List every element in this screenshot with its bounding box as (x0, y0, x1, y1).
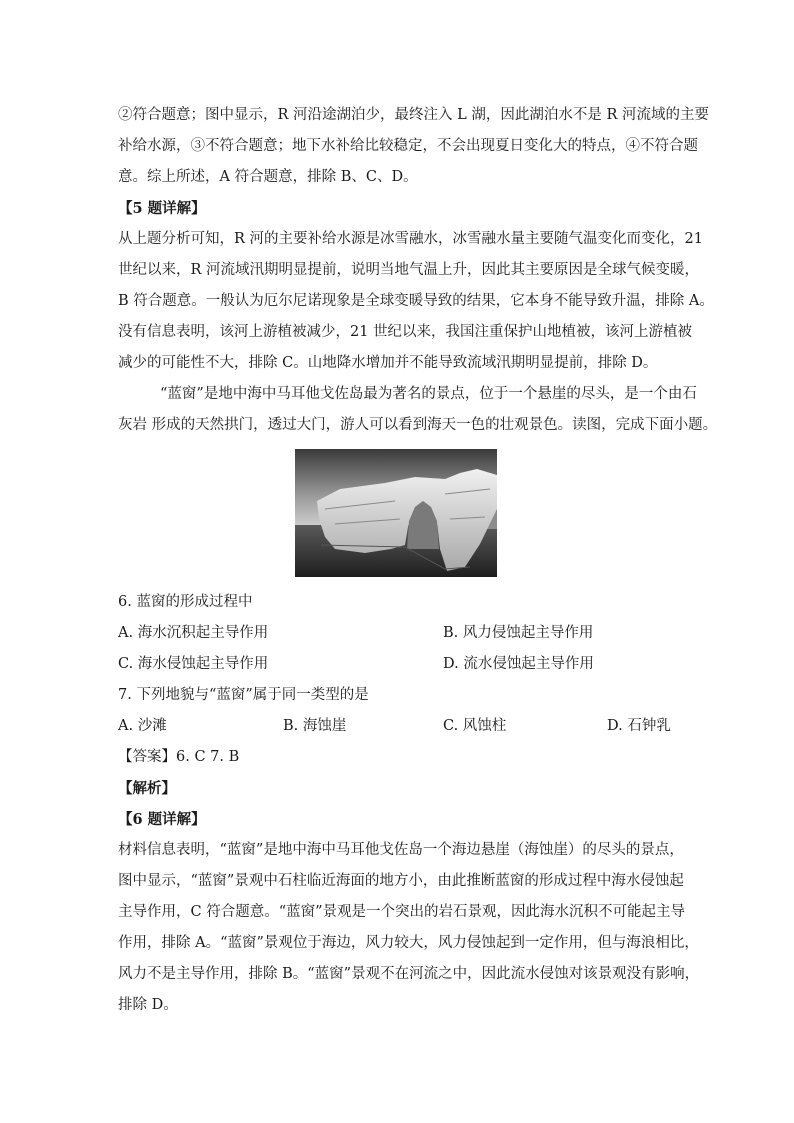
rock-arch-image (295, 449, 497, 577)
text-line: 补给水源，③不符合题意；地下水补给比较稳定，不会出现夏日变化大的特点，④不符合题 (118, 138, 698, 154)
q6-option-c[interactable]: C. 海水侵蚀起主导作用 (118, 656, 269, 672)
q5-heading: 【5 题详解】 (118, 200, 206, 217)
q7-options (118, 711, 678, 742)
text-line: ②符合题意；图中显示，R 河沿途湖泊少，最终注入 L 湖，因此湖泊水不是 R 河流域的主要 (118, 107, 710, 123)
intro-line: “蓝窗”是地中海中马耳他戈佐岛最为著名的景点，位于一个悬崖的尽头，是一个由石 (160, 386, 697, 402)
q7-option-d[interactable]: D. 石钟乳 (607, 718, 671, 734)
q6-heading: 【6 题详解】 (118, 811, 206, 828)
text-line: 世纪以来，R 河流域汛期明显提前，说明当地气温上升，因此其主要原因是全球气候变暖， (118, 262, 700, 278)
analysis-heading: 【解析】 (118, 780, 176, 797)
text-line: 从上题分析可知，R 河的主要补给水源是冰雪融水，冰雪融水量主要随气温变化而变化，21 (118, 231, 703, 247)
answer-line: 【答案】6. C 7. B (118, 749, 240, 765)
text-line: 作用，排除 A。“蓝窗”景观位于海边，风力较大，风力侵蚀起到一定作用，但与海浪相比， (118, 935, 699, 951)
text-line: 没有信息表明，该河上游植被减少，21 世纪以来，我国注重保护山地植被，该河上游植被 (118, 324, 693, 340)
document-content (118, 100, 718, 1021)
q6-option-d[interactable]: D. 流水侵蚀起主导作用 (443, 656, 594, 672)
q6-option-b[interactable]: B. 风力侵蚀起主导作用 (443, 625, 594, 641)
q6-options-row1 (118, 618, 678, 649)
text-line: 材料信息表明，“蓝窗”是地中海中马耳他戈佐岛一个海边悬崖（海蚀崖）的尽头的景点， (118, 842, 684, 858)
text-line: 主导作用，C 符合题意。“蓝窗”景观是一个突出的岩石景观，因此海水沉积不可能起主导 (118, 904, 686, 920)
q7-stem: 7. 下列地貌与“蓝窗”属于同一类型的是 (118, 687, 369, 703)
text-line: 排除 D。 (118, 997, 178, 1013)
intro-line: 灰岩 形成的天然拱门，透过大门，游人可以看到海天一色的壮观景色。读图，完成下面小题。 (118, 417, 718, 433)
q7-option-c[interactable]: C. 风蚀柱 (443, 718, 507, 734)
q6-options-row2 (118, 649, 678, 680)
q7-option-b[interactable]: B. 海蚀崖 (283, 718, 347, 734)
q6-stem: 6. 蓝窗的形成过程中 (118, 594, 253, 610)
text-line: 风力不是主导作用，排除 B。“蓝窗”景观不在河流之中，因此流水侵蚀对该景观没有影响， (118, 966, 700, 982)
q6-option-a[interactable]: A. 海水沉积起主导作用 (118, 625, 269, 641)
text-line: 减少的可能性不大，排除 C。山地降水增加并不能导致流域汛期明显提前，排除 D。 (118, 355, 658, 371)
blue-window-photo (295, 449, 497, 577)
text-line: 图中显示，“蓝窗”景观中石柱临近海面的地方小，由此推断蓝窗的形成过程中海水侵蚀起 (118, 873, 684, 889)
text-line: B 符合题意。一般认为厄尔尼诺现象是全球变暖导致的结果，它本身不能导致升温，排除 A。 (118, 293, 714, 309)
q7-option-a[interactable]: A. 沙滩 (118, 718, 167, 734)
text-line: 意。综上所述，A 符合题意，排除 B、C、D。 (118, 169, 418, 185)
